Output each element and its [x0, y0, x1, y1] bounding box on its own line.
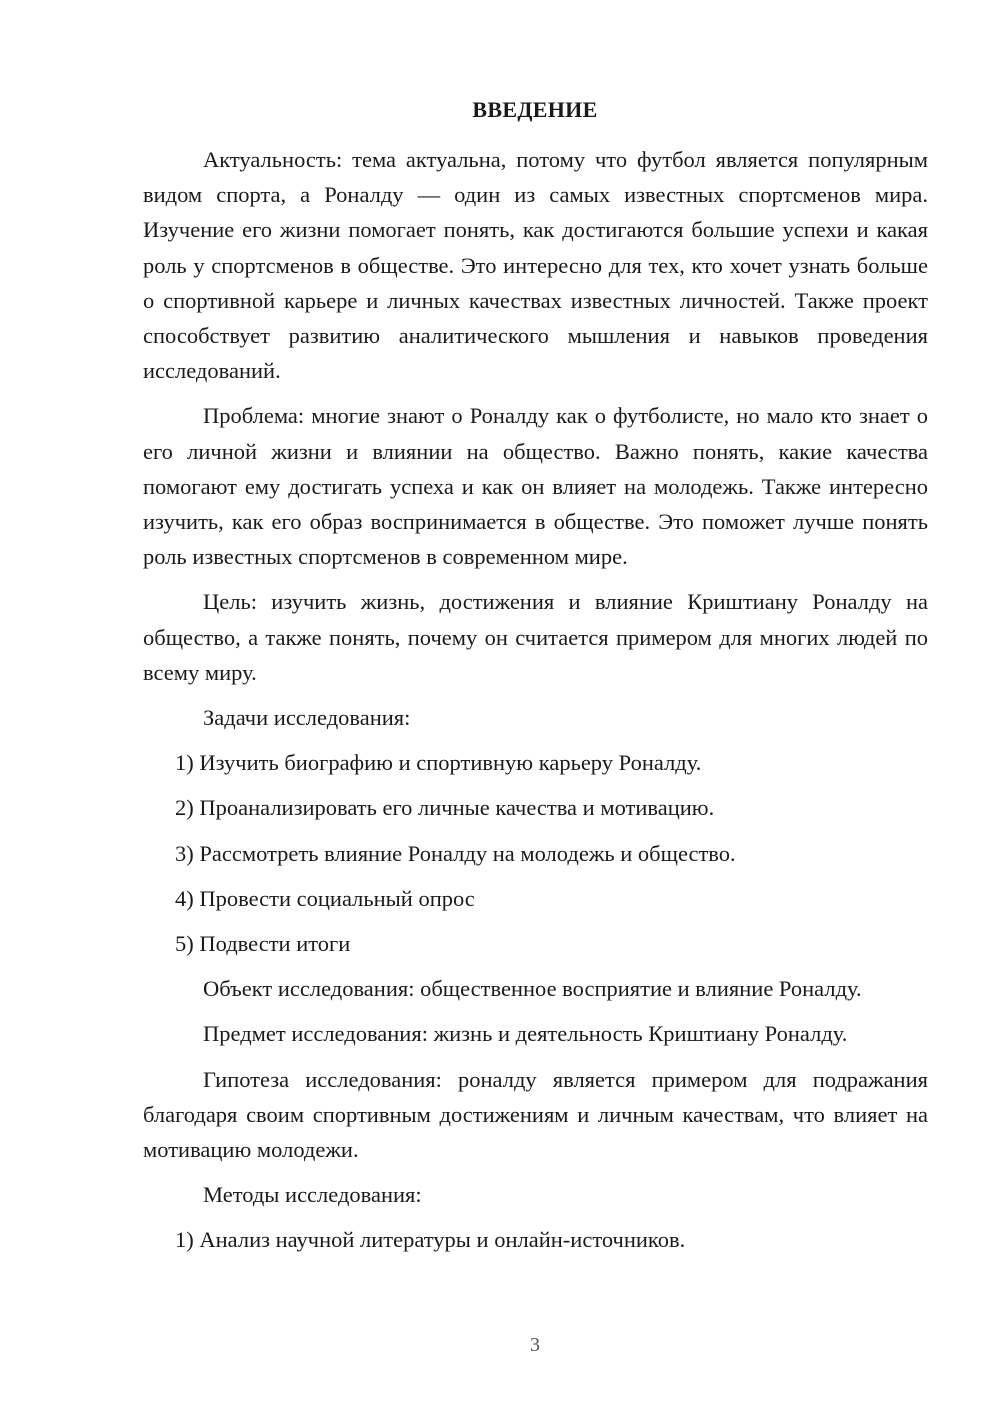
paragraph-goal: Цель: изучить жизнь, достижения и влияние Криштиану Роналду на общество, а также понять, почему он считается примером для многих людей по всему миру. — [143, 589, 928, 685]
list-item: 2) Проанализировать его личные качества и мотивацию. — [175, 795, 715, 821]
paragraph-relevance: Актуальность: тема актуальна, потому что футбол является популярным видом спорта, а Роналду — один из самых известных спортсменов мира. Изучение его жизни помогает понять, как достигаются большие успехи и какая роль у спортсменов в обществе. Это интересно для тех, кто хочет узнать больше о спортивной карьере и личных качествах известных личностей. Также проект способствует развитию аналитического мышления и навыков проведения исследований. — [143, 147, 928, 384]
paragraph-subject: Предмет исследования: жизнь и деятельность Криштиану Роналду. — [203, 1021, 848, 1047]
paragraph-problem: Проблема: многие знают о Роналду как о футболисте, но мало кто знает о его личной жизни и влиянии на общество. Важно понять, какие качества помогают ему достигать успеха и как он влияет на молодежь. Также интересно изучить, как его образ воспринимается в обществе. Это поможет лучше понять роль известных спортсменов в современном мире. — [143, 403, 928, 570]
paragraph-hypothesis: Гипотеза исследования: роналду является примером для подражания благодаря своим спортивным достижениям и личным качествам, что влияет на мотивацию молодежи. — [143, 1066, 928, 1163]
methods-heading: Методы исследования: — [203, 1182, 422, 1208]
tasks-list — [143, 745, 928, 961]
list-item: 4) Провести социальный опрос — [175, 885, 475, 911]
page-number: 3 — [530, 1334, 540, 1356]
page-title: ВВЕДЕНИЕ — [472, 97, 598, 122]
list-item: 1) Анализ научной литературы и онлайн-источников. — [175, 1227, 686, 1253]
tasks-heading: Задачи исследования: — [203, 705, 411, 731]
document-body — [143, 142, 928, 1268]
paragraph-object: Объект исследования: общественное восприятие и влияние Роналду. — [203, 976, 862, 1002]
list-item: 5) Подвести итоги — [175, 931, 351, 957]
list-item: 1) Изучить биографию и спортивную карьеру Роналду. — [175, 750, 702, 776]
list-item: 3) Рассмотреть влияние Роналду на молодежь и общество. — [175, 840, 736, 866]
methods-list — [143, 1222, 928, 1257]
